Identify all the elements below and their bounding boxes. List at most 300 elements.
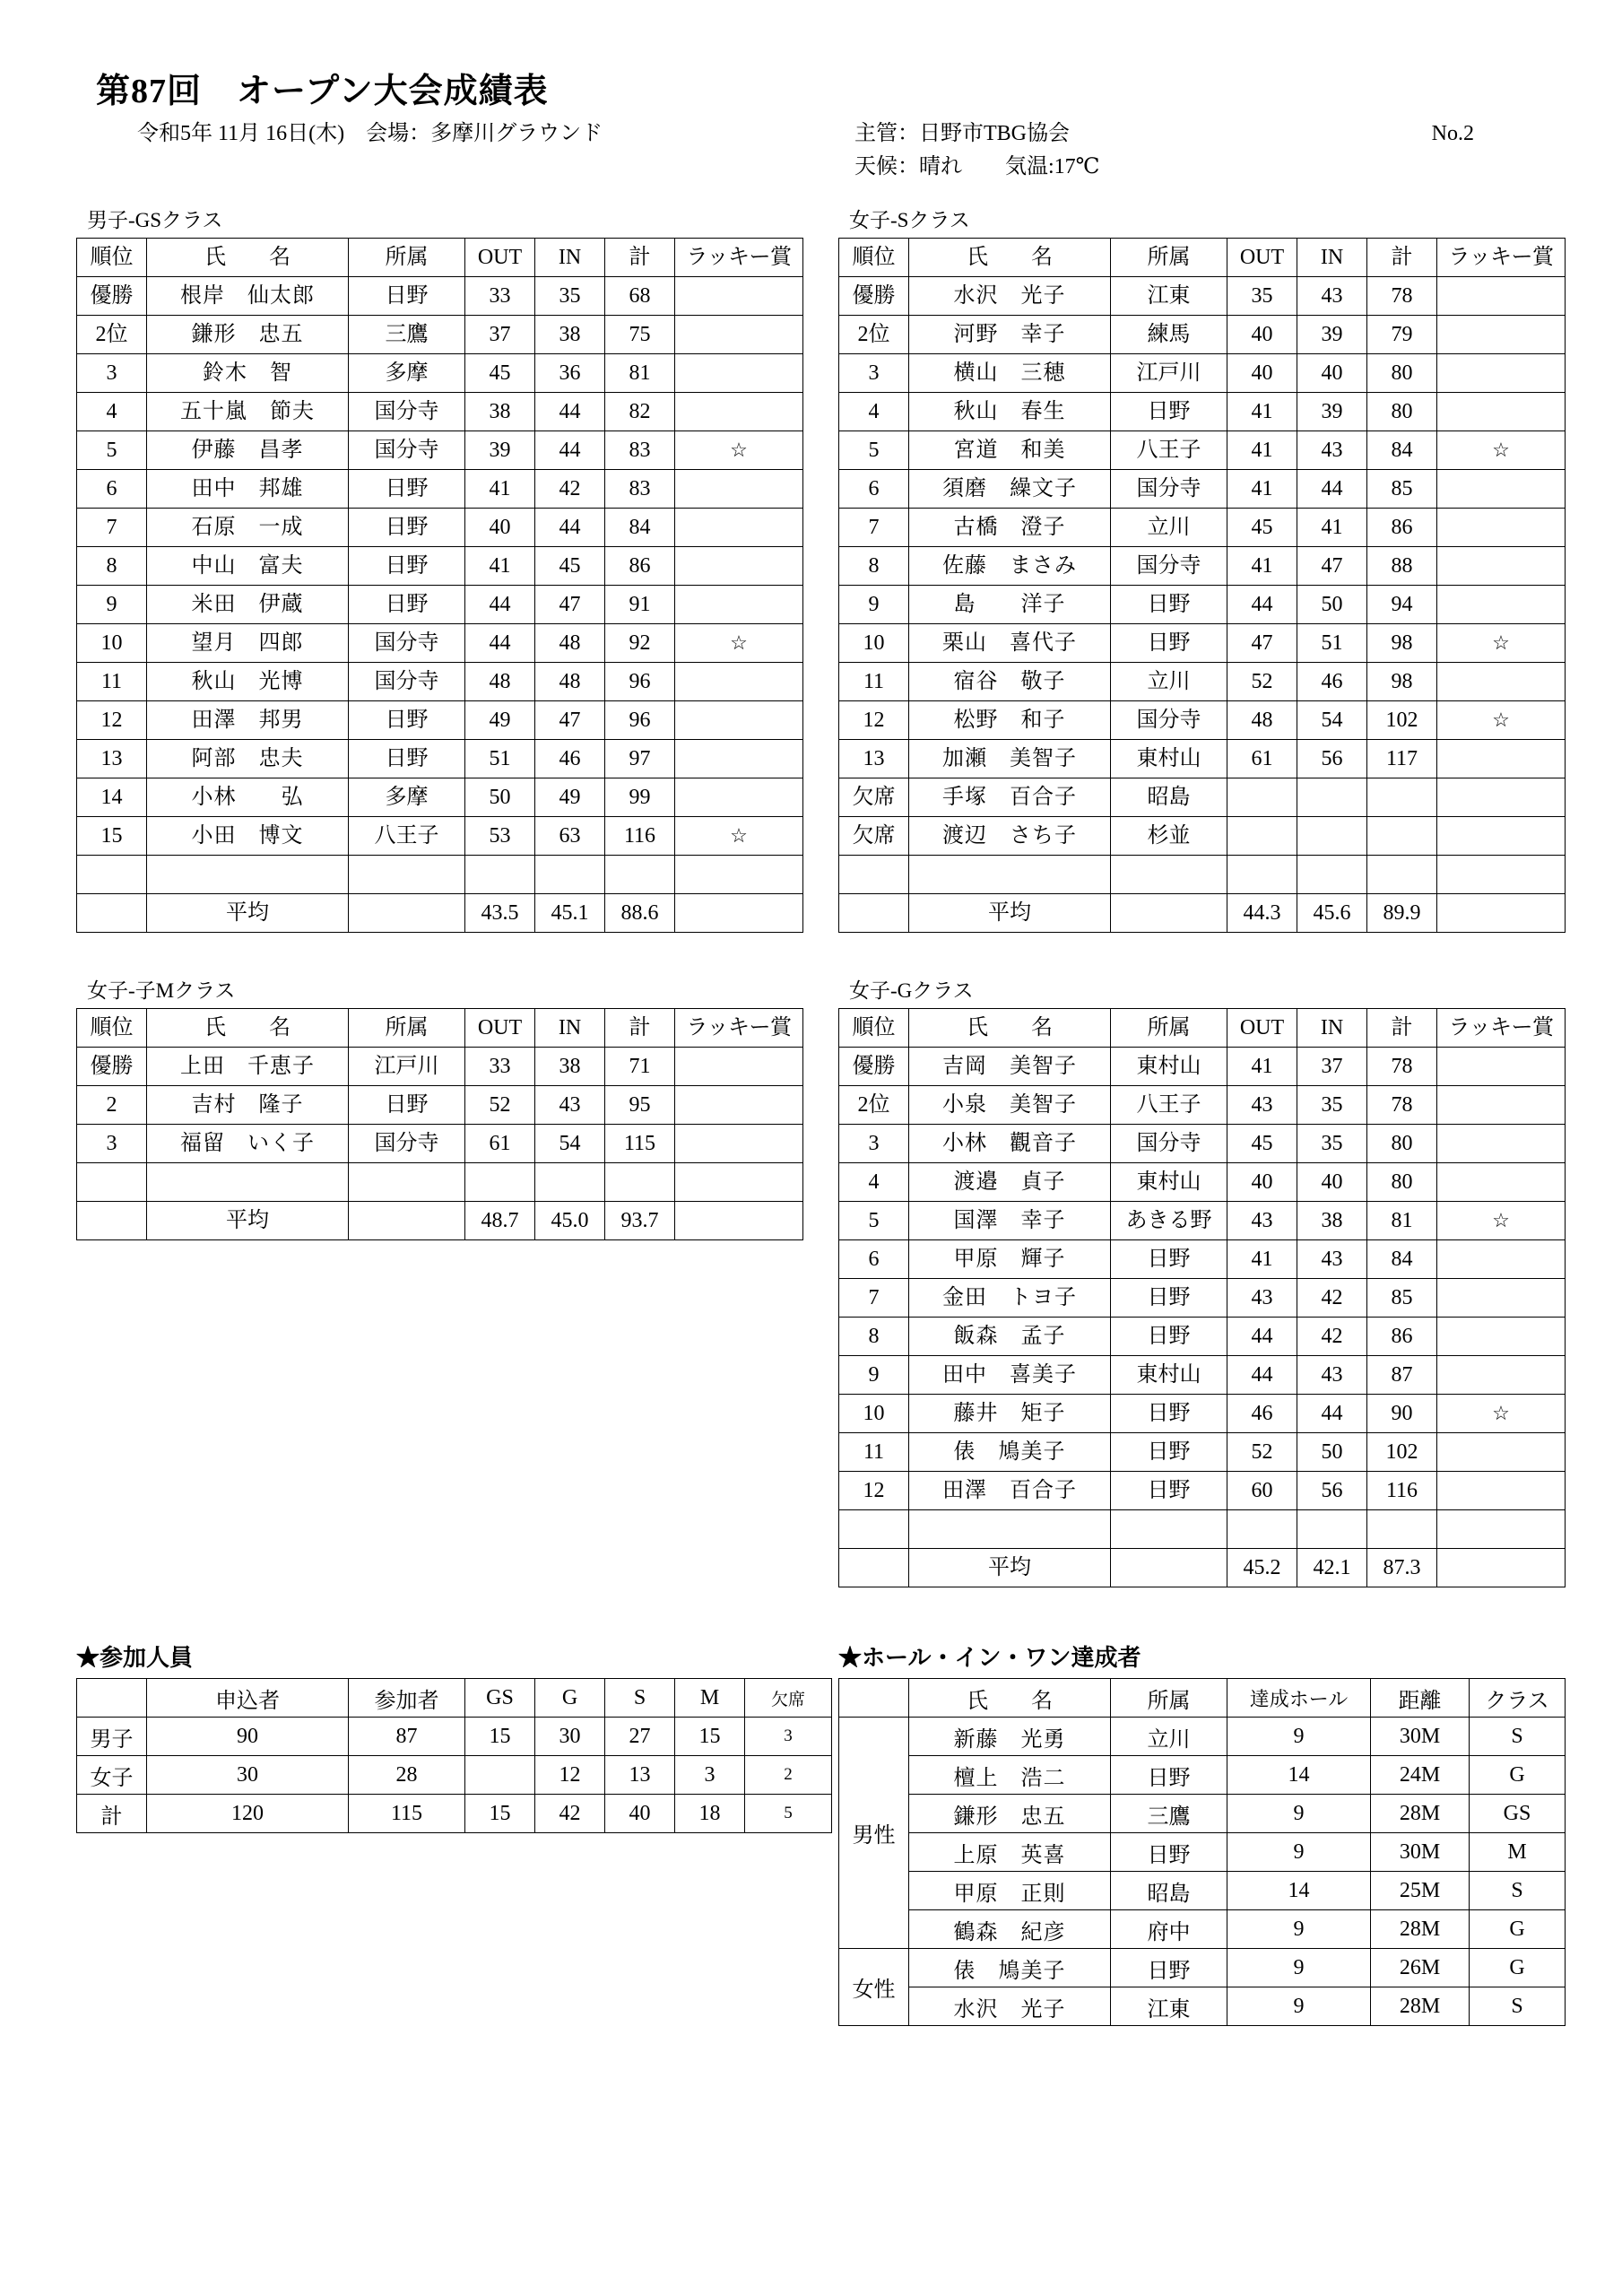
right-column <box>838 204 1565 1587</box>
cell-lucky: ☆ <box>675 624 803 663</box>
cell-total: 102 <box>1367 701 1437 740</box>
hole-in-one-title: ★ホール・イン・ワン達成者 <box>838 1645 1141 1672</box>
cell-joined: 87 <box>349 1718 465 1756</box>
cell-total: 81 <box>1367 1202 1437 1240</box>
cell-name: 福留 いく子 <box>147 1125 349 1163</box>
cell-in: 42 <box>535 470 605 509</box>
cell-rank: 7 <box>839 1279 909 1318</box>
cell-lucky <box>1437 778 1566 817</box>
cell-total: 95 <box>605 1086 675 1125</box>
cell-out: 45 <box>465 354 535 393</box>
cell-in: 36 <box>535 354 605 393</box>
cell-name: 飯森 孟子 <box>909 1318 1111 1356</box>
cell-in: 39 <box>1297 393 1367 431</box>
table-row-blank <box>77 856 803 894</box>
cell-club: 日野 <box>349 586 465 624</box>
cell-name: 俵 鳩美子 <box>909 1949 1111 1987</box>
cell-class: S <box>1470 1987 1566 2026</box>
cell-in: 38 <box>535 1048 605 1086</box>
cell-club: 多摩 <box>349 354 465 393</box>
cell-total: 96 <box>605 663 675 701</box>
cell-name: 米田 伊蔵 <box>147 586 349 624</box>
cell-applied: 30 <box>147 1756 349 1795</box>
cell-out: 48 <box>465 663 535 701</box>
cell-club: 府中 <box>1111 1910 1227 1949</box>
cell-name: 渡辺 さち子 <box>909 817 1111 856</box>
cell-rank: 12 <box>839 1472 909 1510</box>
col-in: IN <box>1297 1009 1367 1048</box>
cell-club: 日野 <box>349 277 465 316</box>
cell-out: 41 <box>1227 470 1297 509</box>
table-row <box>77 740 803 778</box>
cell-name: 伊藤 昌孝 <box>147 431 349 470</box>
cell-out: 40 <box>1227 354 1297 393</box>
table-row <box>77 663 803 701</box>
bottom-section <box>76 1639 1549 2026</box>
cell-lucky <box>1437 740 1566 778</box>
result-block-women-g <box>838 974 1565 1587</box>
cell-total: 86 <box>1367 1318 1437 1356</box>
table-row <box>839 1202 1566 1240</box>
cell-total: 81 <box>605 354 675 393</box>
cell-total: 68 <box>605 277 675 316</box>
cell-total: 91 <box>605 586 675 624</box>
table-row <box>839 1756 1566 1795</box>
table-header-row <box>839 239 1566 277</box>
cell-empty <box>839 1549 909 1587</box>
cell-name: 田中 邦雄 <box>147 470 349 509</box>
cell-in: 40 <box>1297 354 1367 393</box>
cell-m: 18 <box>675 1795 745 1833</box>
cell-name: 水沢 光子 <box>909 1987 1111 2026</box>
cell-rank: 8 <box>839 547 909 586</box>
results-table-women-g <box>838 1008 1566 1587</box>
cell-name: 横山 三穂 <box>909 354 1111 393</box>
cell-name: 小田 博文 <box>147 817 349 856</box>
cell-distance: 30M <box>1371 1833 1470 1872</box>
results-table-women-m <box>76 1008 803 1240</box>
cell-club: 日野 <box>1111 1833 1227 1872</box>
cell-club: 東村山 <box>1111 1048 1227 1086</box>
cell-in: 54 <box>535 1125 605 1163</box>
col-name: 氏 名 <box>147 1009 349 1048</box>
cell-in: 48 <box>535 663 605 701</box>
table-row <box>839 1910 1566 1949</box>
cell-lucky <box>1437 586 1566 624</box>
cell-club: 日野 <box>1111 1395 1227 1433</box>
cell-in: 47 <box>535 701 605 740</box>
cell-rank: 2 <box>77 1086 147 1125</box>
cell-average-label: 平均 <box>147 894 349 933</box>
cell-out: 38 <box>465 393 535 431</box>
col-rank: 順位 <box>77 1009 147 1048</box>
table-header-row <box>77 239 803 277</box>
cell-club: 日野 <box>349 1086 465 1125</box>
cell-g: 42 <box>535 1795 605 1833</box>
participants-block <box>76 1639 805 2026</box>
cell-rank: 優勝 <box>77 277 147 316</box>
col-name: 氏 名 <box>909 239 1111 277</box>
col-in: IN <box>1297 239 1367 277</box>
cell-rank: 14 <box>77 778 147 817</box>
cell-rank: 4 <box>839 393 909 431</box>
cell-class: S <box>1470 1718 1566 1756</box>
cell-empty <box>77 856 147 894</box>
cell-empty <box>1437 894 1566 933</box>
cell-total: 82 <box>605 393 675 431</box>
cell-out: 61 <box>1227 740 1297 778</box>
table-header-row <box>839 1009 1566 1048</box>
table-row-blank <box>77 1163 803 1202</box>
cell-out: 46 <box>1227 1395 1297 1433</box>
cell-empty <box>605 856 675 894</box>
cell-total: 83 <box>605 431 675 470</box>
cell-total: 97 <box>605 740 675 778</box>
cell-empty <box>535 856 605 894</box>
cell-out: 44 <box>1227 1356 1297 1395</box>
cell-hole: 9 <box>1227 1987 1371 2026</box>
cell-rank: 5 <box>77 431 147 470</box>
cell-name: 古橋 澄子 <box>909 509 1111 547</box>
cell-total: 80 <box>1367 1125 1437 1163</box>
cell-class: G <box>1470 1910 1566 1949</box>
page-title: 第87回 オープン大会成績表 <box>96 73 549 110</box>
cell-in: 35 <box>1297 1125 1367 1163</box>
cell-club: 立川 <box>1111 509 1227 547</box>
table-header-row <box>77 1009 803 1048</box>
cell-empty <box>839 856 909 894</box>
cell-name: 甲原 輝子 <box>909 1240 1111 1279</box>
cell-name: 小林 觀音子 <box>909 1125 1111 1163</box>
cell-club: 東村山 <box>1111 740 1227 778</box>
cell-rank: 10 <box>839 1395 909 1433</box>
cell-gs <box>465 1756 535 1795</box>
cell-club: 日野 <box>349 740 465 778</box>
cell-hole: 14 <box>1227 1872 1371 1910</box>
cell-out: 47 <box>1227 624 1297 663</box>
cell-s: 40 <box>605 1795 675 1833</box>
cell-lucky <box>1437 1163 1566 1202</box>
cell-empty <box>675 856 803 894</box>
cell-rank: 6 <box>77 470 147 509</box>
cell-average-in: 45.0 <box>535 1202 605 1240</box>
cell-in: 38 <box>1297 1202 1367 1240</box>
col-total: 計 <box>1367 239 1437 277</box>
cell-out: 48 <box>1227 701 1297 740</box>
cell-average-out: 48.7 <box>465 1202 535 1240</box>
table-row <box>839 586 1566 624</box>
table-row <box>839 354 1566 393</box>
col-m: M <box>675 1679 745 1718</box>
cell-name: 渡邉 貞子 <box>909 1163 1111 1202</box>
col-g: G <box>535 1679 605 1718</box>
table-row <box>839 547 1566 586</box>
cell-out: 44 <box>465 586 535 624</box>
cell-average-label: 平均 <box>909 1549 1111 1587</box>
cell-in: 39 <box>1297 316 1367 354</box>
cell-empty <box>1297 856 1367 894</box>
cell-lucky <box>1437 509 1566 547</box>
cell-lucky <box>1437 393 1566 431</box>
cell-distance: 25M <box>1371 1872 1470 1910</box>
table-row-average <box>839 894 1566 933</box>
participants-title: ★参加人員 <box>76 1645 194 1672</box>
cell-total: 71 <box>605 1048 675 1086</box>
table-row <box>77 277 803 316</box>
cell-out: 52 <box>465 1086 535 1125</box>
cell-rank: 4 <box>839 1163 909 1202</box>
cell-club: 日野 <box>1111 1949 1227 1987</box>
table-row <box>77 1048 803 1086</box>
cell-lucky <box>675 277 803 316</box>
cell-in: 35 <box>535 277 605 316</box>
cell-rank: 優勝 <box>77 1048 147 1086</box>
col-total: 計 <box>605 1009 675 1048</box>
result-block-women-m <box>76 974 802 1240</box>
cell-total: 117 <box>1367 740 1437 778</box>
cell-empty <box>535 1163 605 1202</box>
col-absent: 欠席 <box>745 1679 832 1718</box>
table-row <box>839 1279 1566 1318</box>
cell-in: 63 <box>535 817 605 856</box>
cell-class: S <box>1470 1872 1566 1910</box>
cell-club: 日野 <box>1111 1472 1227 1510</box>
class-title-women-s: 女子-Sクラス <box>849 209 970 232</box>
cell-out: 41 <box>1227 547 1297 586</box>
table-row <box>839 701 1566 740</box>
cell-total <box>1367 778 1437 817</box>
cell-lucky <box>1437 1318 1566 1356</box>
cell-out: 33 <box>465 1048 535 1086</box>
cell-average-total: 88.6 <box>605 894 675 933</box>
cell-lucky <box>1437 1086 1566 1125</box>
col-s: S <box>605 1679 675 1718</box>
cell-rank: 優勝 <box>839 1048 909 1086</box>
cell-out: 41 <box>1227 1048 1297 1086</box>
cell-out: 41 <box>1227 1240 1297 1279</box>
result-block-women-s <box>838 204 1565 933</box>
cell-total: 86 <box>605 547 675 586</box>
cell-rank: 6 <box>839 1240 909 1279</box>
cell-out: 44 <box>1227 1318 1297 1356</box>
table-row <box>839 1795 1566 1833</box>
cell-club: 杉並 <box>1111 817 1227 856</box>
cell-total: 87 <box>1367 1356 1437 1395</box>
cell-club: 国分寺 <box>349 663 465 701</box>
cell-distance: 28M <box>1371 1987 1470 2026</box>
table-row <box>77 509 803 547</box>
cell-lucky <box>675 778 803 817</box>
cell-club: 立川 <box>1111 663 1227 701</box>
cell-lucky: ☆ <box>1437 1202 1566 1240</box>
cell-out: 52 <box>1227 1433 1297 1472</box>
cell-lucky: ☆ <box>1437 431 1566 470</box>
header-organizer: 主管：日野市TBG協会 <box>854 122 1070 145</box>
cell-empty <box>147 1163 349 1202</box>
cell-name: 鈴木 智 <box>147 354 349 393</box>
cell-lucky <box>1437 354 1566 393</box>
cell-in: 56 <box>1297 740 1367 778</box>
col-gs: GS <box>465 1679 535 1718</box>
cell-total: 84 <box>605 509 675 547</box>
col-total: 計 <box>605 239 675 277</box>
cell-empty <box>909 1510 1111 1549</box>
cell-in: 51 <box>1297 624 1367 663</box>
col-out: OUT <box>465 1009 535 1048</box>
cell-rank: 5 <box>839 1202 909 1240</box>
cell-empty <box>1367 856 1437 894</box>
table-row <box>77 701 803 740</box>
cell-out: 40 <box>1227 1163 1297 1202</box>
cell-group-label: 計 <box>77 1795 147 1833</box>
table-row <box>77 547 803 586</box>
cell-class: G <box>1470 1949 1566 1987</box>
table-row <box>839 1240 1566 1279</box>
cell-hole: 9 <box>1227 1795 1371 1833</box>
table-row <box>839 1833 1566 1872</box>
table-row-average <box>77 894 803 933</box>
cell-out: 45 <box>1227 1125 1297 1163</box>
table-row <box>839 1433 1566 1472</box>
cell-name: 手塚 百合子 <box>909 778 1111 817</box>
cell-in: 49 <box>535 778 605 817</box>
cell-club: 国分寺 <box>1111 547 1227 586</box>
cell-name: 檀上 浩二 <box>909 1756 1111 1795</box>
cell-absent: 5 <box>745 1795 832 1833</box>
cell-in: 44 <box>1297 470 1367 509</box>
cell-club: 日野 <box>1111 1756 1227 1795</box>
cell-group-female: 女性 <box>839 1949 909 2026</box>
cell-rank: 7 <box>839 509 909 547</box>
cell-club: 東村山 <box>1111 1163 1227 1202</box>
cell-hole: 9 <box>1227 1833 1371 1872</box>
cell-lucky <box>675 663 803 701</box>
cell-empty <box>1367 1510 1437 1549</box>
cell-rank: 3 <box>77 1125 147 1163</box>
table-row <box>839 1048 1566 1086</box>
cell-club: 練馬 <box>1111 316 1227 354</box>
cell-lucky <box>675 393 803 431</box>
table-row <box>77 586 803 624</box>
cell-empty <box>465 1163 535 1202</box>
cell-total: 75 <box>605 316 675 354</box>
cell-m: 3 <box>675 1756 745 1795</box>
cell-club: 国分寺 <box>1111 470 1227 509</box>
cell-total: 94 <box>1367 586 1437 624</box>
cell-club: 国分寺 <box>349 431 465 470</box>
cell-applied: 90 <box>147 1718 349 1756</box>
cell-name: 佐藤 まさみ <box>909 547 1111 586</box>
col-in: IN <box>535 1009 605 1048</box>
cell-empty <box>675 1202 803 1240</box>
cell-lucky <box>1437 1433 1566 1472</box>
col-lucky: ラッキー賞 <box>1437 1009 1566 1048</box>
cell-rank: 4 <box>77 393 147 431</box>
cell-rank: 3 <box>839 1125 909 1163</box>
table-row <box>839 1125 1566 1163</box>
cell-lucky <box>675 1125 803 1163</box>
cell-name: 鎌形 忠五 <box>147 316 349 354</box>
cell-in: 46 <box>535 740 605 778</box>
cell-empty <box>77 1163 147 1202</box>
col-class: クラス <box>1470 1679 1566 1718</box>
cell-distance: 26M <box>1371 1949 1470 1987</box>
cell-in: 50 <box>1297 1433 1367 1472</box>
col-total: 計 <box>1367 1009 1437 1048</box>
cell-rank: 2位 <box>839 1086 909 1125</box>
cell-total: 96 <box>605 701 675 740</box>
cell-empty <box>77 1202 147 1240</box>
cell-club: 国分寺 <box>349 1125 465 1163</box>
cell-lucky <box>1437 470 1566 509</box>
cell-lucky <box>1437 277 1566 316</box>
table-row <box>77 1125 803 1163</box>
cell-lucky <box>1437 1279 1566 1318</box>
cell-in: 43 <box>1297 1240 1367 1279</box>
cell-empty <box>1437 1549 1566 1587</box>
cell-in: 42 <box>1297 1279 1367 1318</box>
cell-empty <box>1437 1510 1566 1549</box>
cell-club: 国分寺 <box>1111 701 1227 740</box>
cell-club: 江東 <box>1111 1987 1227 2026</box>
cell-name: 吉岡 美智子 <box>909 1048 1111 1086</box>
table-row <box>77 431 803 470</box>
col-rank: 順位 <box>839 1009 909 1048</box>
col-lucky: ラッキー賞 <box>1437 239 1566 277</box>
cell-group-label: 女子 <box>77 1756 147 1795</box>
table-row-blank <box>839 856 1566 894</box>
cell-club: 三鷹 <box>349 316 465 354</box>
cell-average-out: 45.2 <box>1227 1549 1297 1587</box>
table-row <box>77 624 803 663</box>
cell-in: 43 <box>1297 277 1367 316</box>
cell-in: 42 <box>1297 1318 1367 1356</box>
results-table-women-s <box>838 238 1566 933</box>
cell-name: 栗山 喜代子 <box>909 624 1111 663</box>
cell-in: 40 <box>1297 1163 1367 1202</box>
cell-lucky: ☆ <box>1437 624 1566 663</box>
cell-name: 小泉 美智子 <box>909 1086 1111 1125</box>
cell-total: 80 <box>1367 1163 1437 1202</box>
results-table-men-gs <box>76 238 803 933</box>
cell-lucky <box>675 316 803 354</box>
cell-empty <box>675 894 803 933</box>
cell-average-label: 平均 <box>909 894 1111 933</box>
cell-name: 宿谷 敬子 <box>909 663 1111 701</box>
cell-name: 中山 富夫 <box>147 547 349 586</box>
cell-rank: 欠席 <box>839 817 909 856</box>
cell-in: 45 <box>535 547 605 586</box>
cell-name: 俵 鳩美子 <box>909 1433 1111 1472</box>
cell-club: 日野 <box>1111 393 1227 431</box>
table-row <box>839 740 1566 778</box>
cell-hole: 9 <box>1227 1910 1371 1949</box>
cell-out: 37 <box>465 316 535 354</box>
table-row <box>77 778 803 817</box>
result-block-men-gs <box>76 204 802 933</box>
cell-club: 日野 <box>1111 624 1227 663</box>
cell-rank: 欠席 <box>839 778 909 817</box>
cell-average-total: 89.9 <box>1367 894 1437 933</box>
cell-name: 加瀬 美智子 <box>909 740 1111 778</box>
cell-total: 84 <box>1367 1240 1437 1279</box>
cell-club: 江戸川 <box>1111 354 1227 393</box>
table-row <box>839 1949 1566 1987</box>
table-row <box>77 817 803 856</box>
cell-in: 50 <box>1297 586 1367 624</box>
cell-out: 51 <box>465 740 535 778</box>
cell-lucky <box>675 509 803 547</box>
